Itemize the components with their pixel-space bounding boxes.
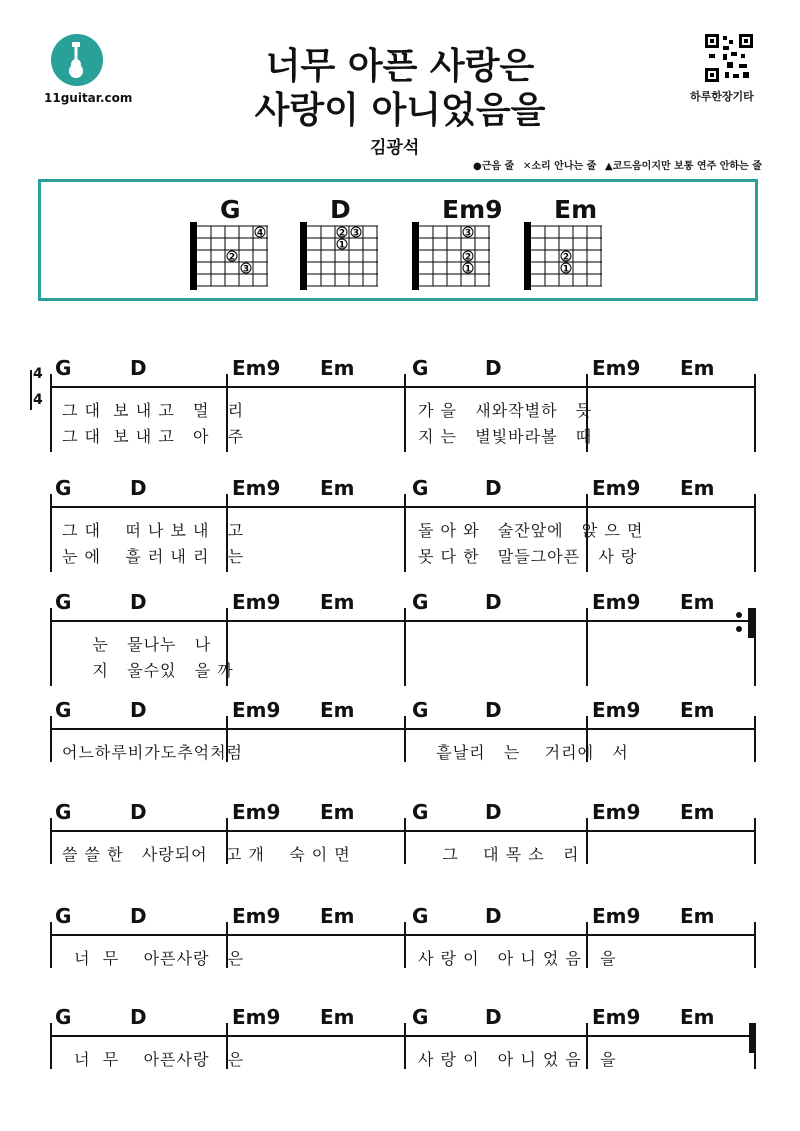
chord-symbol: D	[130, 698, 147, 722]
lyric-text: 못 다 한 말들그아픈 사 랑	[418, 547, 638, 566]
song-title-line2: 사랑이 아니었음을	[254, 90, 546, 131]
chord-symbol: Em9	[592, 590, 641, 614]
bar-line	[50, 608, 52, 686]
lyric-text: 어느하루비가도추억처럼	[62, 743, 244, 762]
chord-symbol: D	[485, 698, 502, 722]
chord-symbol: Em	[320, 356, 355, 380]
chord-chart-name: G	[220, 195, 241, 224]
lyric-text: 가 을 새와작별하 듯	[418, 401, 593, 420]
chord-symbol: D	[485, 1005, 502, 1029]
lyric-text: 쓸 쓸 한 사랑되어 고 개 숙 이 면	[62, 845, 351, 864]
chord-symbol: G	[412, 590, 429, 614]
bar-line	[586, 818, 588, 864]
finger-number: 2	[464, 252, 472, 263]
staff-line	[50, 934, 755, 936]
finger-number: 2	[562, 252, 570, 263]
bar-line	[404, 608, 406, 686]
chord-symbol: G	[55, 356, 72, 380]
chord-symbol: Em9	[232, 904, 281, 928]
chord-symbol: G	[55, 476, 72, 500]
chord-symbol: G	[55, 800, 72, 824]
lyric-text: 그 대 보 내 고 아 주	[62, 427, 245, 446]
staff-line	[50, 1035, 755, 1037]
bar-line	[754, 374, 756, 452]
finger-number: 1	[338, 240, 346, 251]
chord-symbol: D	[485, 800, 502, 824]
qr-label: 하루한장기타	[690, 90, 754, 103]
chord-symbol: Em9	[232, 590, 281, 614]
bar-line	[754, 922, 756, 968]
chord-diagram	[190, 222, 270, 292]
bar-line	[404, 374, 406, 452]
staff-line	[50, 830, 755, 832]
chord-symbol: Em	[680, 800, 715, 824]
chord-symbol: G	[412, 904, 429, 928]
lyric-text: 너 무 아픈사랑 은	[62, 949, 245, 968]
chord-symbol: Em	[680, 1005, 715, 1029]
chord-symbol: Em9	[592, 476, 641, 500]
chord-symbol: D	[485, 476, 502, 500]
chord-symbol: Em9	[592, 698, 641, 722]
chord-symbol: Em9	[232, 800, 281, 824]
chord-symbol: G	[412, 698, 429, 722]
chord-symbol: Em9	[232, 356, 281, 380]
chord-symbol: G	[412, 356, 429, 380]
bar-line	[754, 494, 756, 572]
chord-symbol: Em	[680, 476, 715, 500]
chord-symbol: Em	[320, 698, 355, 722]
bar-line	[404, 1023, 406, 1069]
bar-line	[754, 818, 756, 864]
bar-line	[404, 922, 406, 968]
bar-line	[754, 608, 756, 686]
bar-line	[404, 494, 406, 572]
chord-symbol: Em	[320, 476, 355, 500]
chord-symbol: G	[55, 1005, 72, 1029]
lyric-text: 사 랑 이 아 니 었 음 을	[418, 949, 617, 968]
chord-symbol: Em9	[232, 698, 281, 722]
chord-symbol: D	[485, 590, 502, 614]
chord-symbol: D	[130, 904, 147, 928]
bar-line	[50, 494, 52, 572]
chord-symbol: Em	[320, 1005, 355, 1029]
chord-symbol: Em	[680, 698, 715, 722]
chord-symbol: Em9	[592, 904, 641, 928]
lyric-text: 돌 아 와 술잔앞에 앉 으 면	[418, 521, 644, 540]
staff-line	[50, 506, 755, 508]
lyric-text: 그 대 보 내 고 멀 리	[62, 401, 245, 420]
legend-optional: ▲코드음이지만 보통 연주 안하는 줄	[605, 161, 762, 172]
staff-line	[50, 386, 755, 388]
chord-symbol: Em	[320, 590, 355, 614]
chord-symbol: Em	[680, 904, 715, 928]
bar-line	[50, 922, 52, 968]
bar-line	[50, 716, 52, 762]
bar-line	[50, 818, 52, 864]
chord-symbol: G	[55, 698, 72, 722]
chord-symbol: Em	[680, 590, 715, 614]
repeat-bar-thick	[748, 608, 754, 638]
chord-symbol: Em9	[232, 1005, 281, 1029]
chord-symbol: Em9	[592, 800, 641, 824]
chord-chart-name: Em	[554, 195, 598, 224]
repeat-dot	[736, 612, 742, 618]
chord-symbol: Em	[680, 356, 715, 380]
artist-name: 김광석	[370, 138, 420, 158]
chord-symbol: G	[55, 904, 72, 928]
chord-chart-panel	[38, 179, 758, 301]
chord-diagram	[300, 222, 380, 292]
bar-line	[586, 608, 588, 686]
chord-symbol: G	[412, 800, 429, 824]
chord-symbol: D	[485, 904, 502, 928]
chord-symbol: Em	[320, 800, 355, 824]
bar-line	[754, 716, 756, 762]
lyric-text: 지 는 별빛바라볼 때	[418, 427, 593, 446]
chord-symbol: Em9	[592, 356, 641, 380]
site-logo-text[interactable]: 11guitar.com	[44, 91, 133, 105]
finger-number: 3	[242, 264, 250, 275]
final-bar-thick	[749, 1023, 755, 1053]
lyric-text: 너 무 아픈사랑 은	[62, 1050, 245, 1069]
lyric-text: 그 대 목 소 리	[418, 845, 580, 864]
chord-symbol: D	[130, 590, 147, 614]
chord-chart-name: Em9	[442, 195, 503, 224]
bar-line	[50, 374, 52, 452]
finger-number: 2	[228, 252, 236, 263]
finger-number: 2	[338, 228, 346, 239]
chord-symbol: D	[130, 356, 147, 380]
chord-diagram	[412, 222, 492, 292]
bar-line	[50, 1023, 52, 1069]
finger-number: 4	[256, 228, 264, 239]
legend-mute: ✕소리 안나는 줄	[523, 161, 597, 172]
finger-number: 3	[464, 228, 472, 239]
chord-symbol: D	[130, 800, 147, 824]
chord-symbol: G	[412, 1005, 429, 1029]
chord-symbol: G	[412, 476, 429, 500]
chord-symbol: D	[485, 356, 502, 380]
bar-line	[404, 716, 406, 762]
finger-number: 1	[464, 264, 472, 275]
finger-number: 3	[352, 228, 360, 239]
lyric-text: 그 대 떠 나 보 내 고	[62, 521, 245, 540]
lyric-text: 지 울수있 을 까	[62, 661, 234, 680]
staff-line	[50, 728, 755, 730]
chord-symbol: D	[130, 1005, 147, 1029]
chord-symbol: Em9	[592, 1005, 641, 1029]
chord-symbol: Em9	[232, 476, 281, 500]
chord-symbol: D	[130, 476, 147, 500]
legend-root: ●근음 줄	[473, 161, 515, 172]
qr-code-icon[interactable]	[705, 34, 753, 82]
repeat-dot	[736, 626, 742, 632]
chord-diagram	[524, 222, 604, 292]
chord-symbol: Em	[320, 904, 355, 928]
lyric-text: 사 랑 이 아 니 었 음 을	[418, 1050, 617, 1069]
start-bar-line	[30, 370, 32, 410]
lyric-text: 눈 물나누 나	[62, 635, 212, 654]
time-signature-top: 4	[33, 366, 43, 382]
lyric-text: 눈 에 흘 러 내 리 는	[62, 547, 245, 566]
chord-chart-name: D	[330, 195, 351, 224]
chord-symbol: G	[55, 590, 72, 614]
lyric-text: 흩날리 는 거리에 서	[418, 743, 629, 762]
finger-number: 1	[562, 264, 570, 275]
song-title-line1: 너무 아픈 사랑은	[265, 46, 535, 87]
staff-line	[50, 620, 755, 622]
time-signature-bottom: 4	[33, 392, 43, 408]
bar-line	[404, 818, 406, 864]
